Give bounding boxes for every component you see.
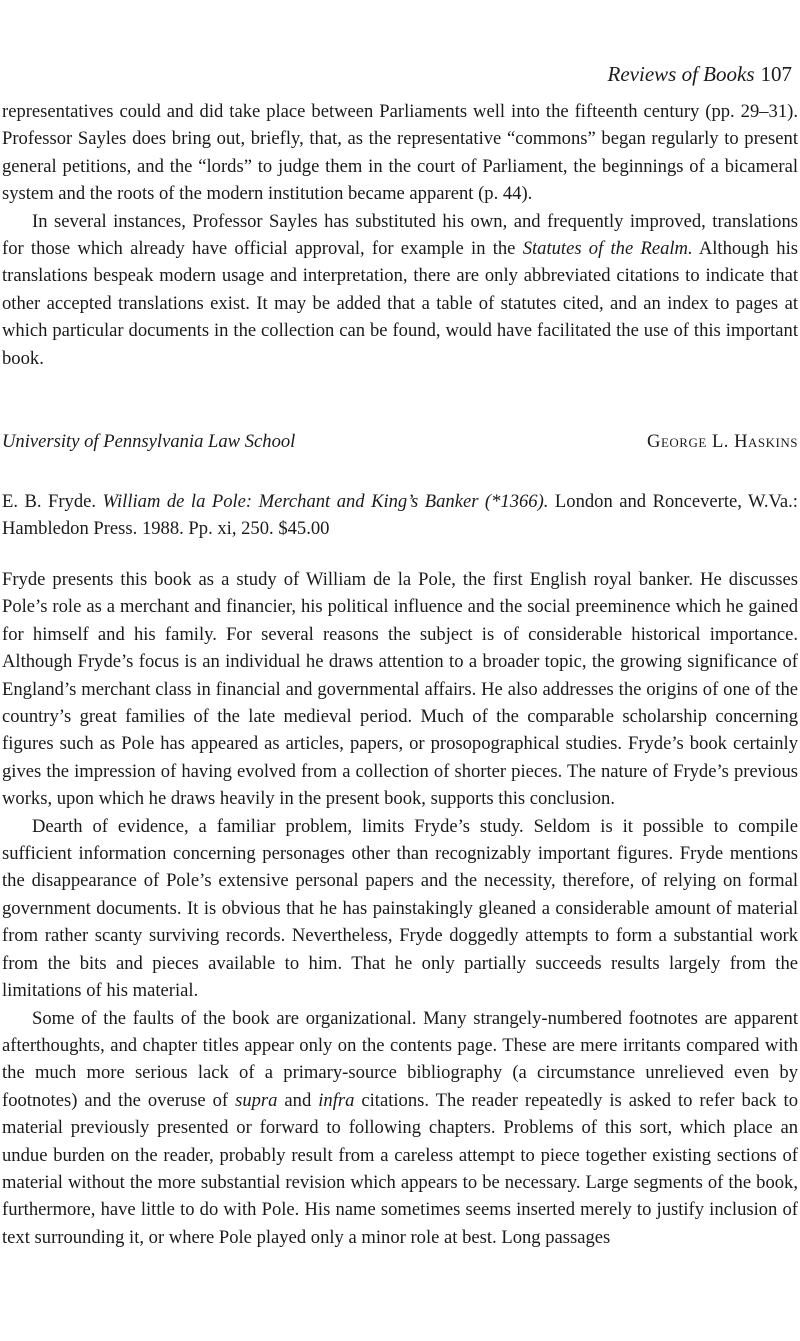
text-run: and (277, 1089, 319, 1111)
paragraph: Fryde presents this book as a study of William de la Pole, the first English royal banker. He discusses Pole’s role as a merchant and financier, his political influence and the social preeminence which he gained for himself and his family. For several reasons the subject is of considerable historical importance. Although Fryde’s focus is an individual he draws attention to a broader topic, the growing significance of England’s merchant class in financial and governmental affairs. He also addresses the origins of one of the country’s great families of the late medieval period. Much of the comparable scholarship concerning figures such as Pole has appeared as articles, papers, or prosopographical studies. Fryde’s book certainly gives the impression of having evolved from a collection of shorter pieces. The nature of Fryde’s previous works, upon which he draws heavily in the present book, supports this conclusion. (2, 569, 798, 810)
paragraph (2, 208, 798, 372)
review-signature (2, 428, 798, 455)
running-title: Reviews of Books (607, 62, 755, 86)
book-title: William de la Pole: Merchant and King’s Banker (*1366). (102, 491, 549, 512)
text-run: Although his translations bespeak modern usage and interpretation, there are only abbreviated citations to indicate that other accepted translations exist. It may be added that a table of statutes cited, and an index to pages at which particular documents in the collection can be found, would have facilitated the use of this important book. (2, 238, 799, 369)
paragraph: representatives could and did take place between Parliaments well into the fifteenth century (pp. 29–31). Professor Sayles does bring out, briefly, that, as the representative “commons” began regularly to present general petitions, and the “lords” to judge them in the court of Parliament, the beginnings of a bicameral system and the roots of the modern institution became apparent (p. 44). (2, 101, 798, 205)
running-header (608, 60, 792, 88)
text-run: Some of the faults of the book are organizational. Many strangely-numbered footnotes are apparent afterthoughts, and chapter titles appear only on the contents page. These are mere irritants compared with the much more serious lack of a primary-source bibliography (a circumstance unrelieved even by footnotes) and the overuse of (2, 1007, 798, 1111)
latin-term: supra (235, 1089, 278, 1111)
paragraph (2, 1005, 798, 1252)
book-citation (2, 488, 798, 543)
text-run: In several instances, Professor Sayles has substituted his own, and frequently improved, translations for those which already have official approval, for example in the (2, 210, 798, 260)
text-run: citations. The reader repeatedly is asked to refer back to material previously presented or forward to following chapters. Problems of this sort, which place an undue burden on the reader, probably result from a careless attempt to piece together existing sections of material without the more substantial revision which appears to be necessary. Large segments of the book, furthermore, have little to do with Pole. His name sometimes seems inserted merely to justify inclusion of text surrounding it, or where Pole played only a minor role at best. Long passages (2, 1089, 798, 1248)
page-number: 107 (760, 62, 792, 86)
reviewer-name: George L. Haskins (647, 431, 798, 452)
paragraph: Dearth of evidence, a familiar problem, limits Fryde’s study. Seldom is it possible to compile sufficient information concerning personages other than recognizably important figures. Fryde mentions the disappearance of Pole’s extensive personal papers and the necessity, therefore, of relying on formal government documents. It is obvious that he has painstakingly gleaned a considerable amount of material from rather scanty surviving records. Nevertheless, Fryde doggedly attempts to form a substantial work from the bits and pieces available to him. That he only partially succeeds results largely from the limitations of his material. (2, 815, 798, 1002)
book-publication: London and Ronceverte, W.Va.: Hambledon Press. 1988. Pp. xi, 250. $45.00 (2, 491, 798, 540)
cited-title: Statutes of the Realm. (522, 238, 693, 260)
reviewer-affiliation: University of Pennsylvania Law School (2, 431, 296, 452)
review-body (2, 566, 798, 1251)
previous-review-text (2, 98, 798, 372)
latin-term: infra (318, 1089, 355, 1111)
book-author: E. B. Fryde. (2, 491, 97, 512)
